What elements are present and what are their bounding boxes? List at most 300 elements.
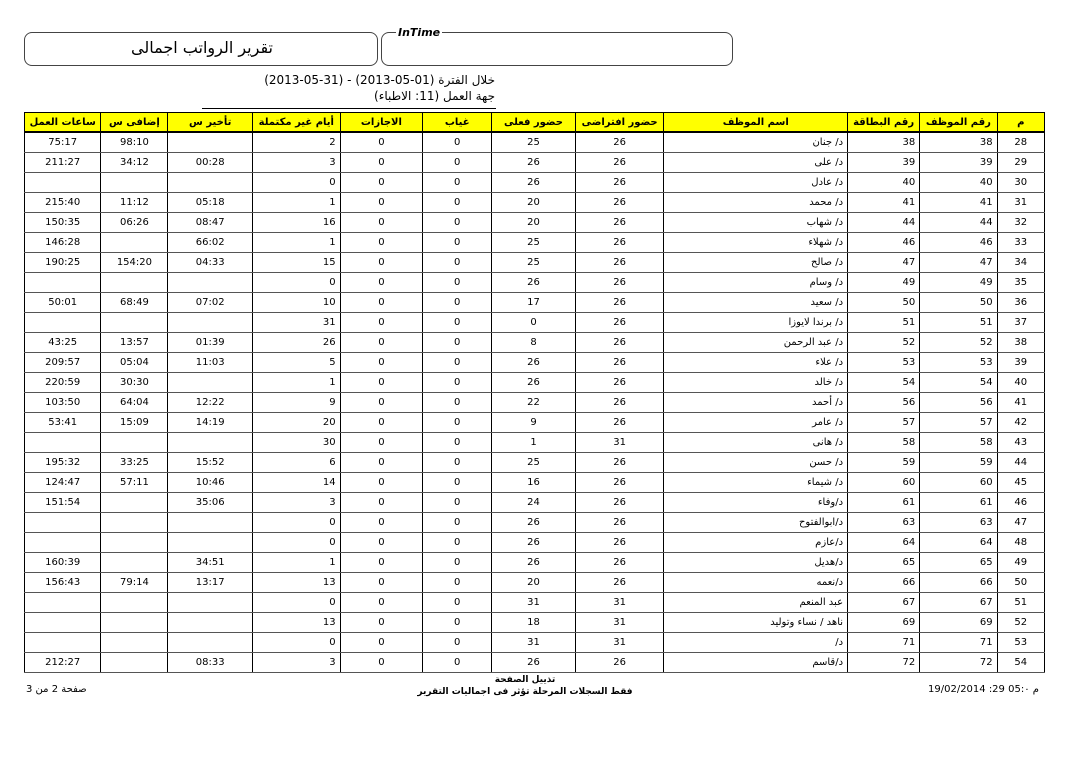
cell-employee-name: د/ وسام — [664, 273, 848, 293]
table-row — [25, 153, 1045, 173]
cell-vacations: 0 — [340, 653, 423, 673]
cell-card-no: 63 — [848, 513, 920, 533]
cell-card-no: 51 — [848, 313, 920, 333]
cell-overtime-hours — [101, 613, 168, 633]
cell-index: 42 — [997, 413, 1044, 433]
cell-employee-name: د/عازم — [664, 533, 848, 553]
cell-actual-attendance: 25 — [492, 233, 576, 253]
cell-employee-name: د/ خالد — [664, 373, 848, 393]
cell-absence: 0 — [423, 453, 492, 473]
cell-default-attendance: 26 — [575, 253, 664, 273]
cell-absence: 0 — [423, 132, 492, 153]
cell-actual-attendance: 16 — [492, 473, 576, 493]
col-header-default-attendance: حضور افتراضى — [575, 113, 664, 133]
cell-index: 44 — [997, 453, 1044, 473]
cell-employee-no: 72 — [920, 653, 997, 673]
cell-late-hours — [168, 373, 253, 393]
cell-overtime-hours — [101, 633, 168, 653]
cell-overtime-hours: 57:11 — [101, 473, 168, 493]
footer-datetime: 19/02/2014 :29 م 05:٠ — [928, 684, 1039, 695]
footer-disclaimer: فقط السجلات المرحلة تؤثر فى اجماليات التقرير — [417, 687, 633, 697]
cell-incomplete-days: 3 — [252, 153, 340, 173]
cell-vacations: 0 — [340, 373, 423, 393]
cell-card-no: 53 — [848, 353, 920, 373]
col-header-card-no: رقم البطاقة — [848, 113, 920, 133]
cell-employee-no: 65 — [920, 553, 997, 573]
cell-vacations: 0 — [340, 213, 423, 233]
cell-absence: 0 — [423, 393, 492, 413]
cell-actual-attendance: 1 — [492, 433, 576, 453]
cell-card-no: 44 — [848, 213, 920, 233]
cell-actual-attendance: 26 — [492, 653, 576, 673]
cell-incomplete-days: 15 — [252, 253, 340, 273]
cell-card-no: 69 — [848, 613, 920, 633]
cell-vacations: 0 — [340, 553, 423, 573]
table-row — [25, 513, 1045, 533]
cell-actual-attendance: 31 — [492, 633, 576, 653]
cell-default-attendance: 26 — [575, 173, 664, 193]
cell-employee-name: ناهد / نساء وتوليد — [664, 613, 848, 633]
cell-default-attendance: 26 — [575, 393, 664, 413]
cell-absence: 0 — [423, 213, 492, 233]
cell-employee-no: 50 — [920, 293, 997, 313]
cell-index: 45 — [997, 473, 1044, 493]
cell-incomplete-days: 20 — [252, 413, 340, 433]
cell-actual-attendance: 0 — [492, 313, 576, 333]
cell-late-hours: 11:03 — [168, 353, 253, 373]
cell-vacations: 0 — [340, 353, 423, 373]
cell-work-hours: 43:25 — [25, 333, 101, 353]
cell-vacations: 0 — [340, 613, 423, 633]
cell-index: 53 — [997, 633, 1044, 653]
cell-index: 38 — [997, 333, 1044, 353]
cell-employee-no: 44 — [920, 213, 997, 233]
cell-employee-name: د/ شهاب — [664, 213, 848, 233]
cell-employee-no: 64 — [920, 533, 997, 553]
cell-default-attendance: 26 — [575, 233, 664, 253]
table-row — [25, 493, 1045, 513]
col-header-work-hours: ساعات العمل — [25, 113, 101, 133]
cell-employee-name: د/هديل — [664, 553, 848, 573]
cell-work-hours — [25, 173, 101, 193]
cell-card-no: 72 — [848, 653, 920, 673]
cell-late-hours — [168, 273, 253, 293]
cell-work-hours: 195:32 — [25, 453, 101, 473]
cell-work-hours: 190:25 — [25, 253, 101, 273]
table-row — [25, 313, 1045, 333]
cell-default-attendance: 26 — [575, 653, 664, 673]
cell-work-hours — [25, 313, 101, 333]
cell-index: 43 — [997, 433, 1044, 453]
table-row — [25, 453, 1045, 473]
col-header-employee-name: اسم الموظف — [664, 113, 848, 133]
cell-employee-no: 63 — [920, 513, 997, 533]
cell-overtime-hours — [101, 653, 168, 673]
cell-vacations: 0 — [340, 433, 423, 453]
col-header-late-hours: تأخير س — [168, 113, 253, 133]
cell-work-hours: 150:35 — [25, 213, 101, 233]
cell-incomplete-days: 3 — [252, 493, 340, 513]
cell-overtime-hours: 05:04 — [101, 353, 168, 373]
cell-default-attendance: 26 — [575, 493, 664, 513]
cell-actual-attendance: 25 — [492, 132, 576, 153]
cell-work-hours: 53:41 — [25, 413, 101, 433]
cell-employee-no: 49 — [920, 273, 997, 293]
cell-index: 28 — [997, 132, 1044, 153]
cell-default-attendance: 26 — [575, 373, 664, 393]
cell-card-no: 54 — [848, 373, 920, 393]
table-row — [25, 573, 1045, 593]
cell-overtime-hours — [101, 173, 168, 193]
cell-vacations: 0 — [340, 413, 423, 433]
cell-vacations: 0 — [340, 233, 423, 253]
cell-employee-name: د/ علاء — [664, 353, 848, 373]
table-row — [25, 293, 1045, 313]
table-row — [25, 433, 1045, 453]
cell-vacations: 0 — [340, 253, 423, 273]
col-header-absence: غياب — [423, 113, 492, 133]
cell-default-attendance: 26 — [575, 153, 664, 173]
cell-overtime-hours: 68:49 — [101, 293, 168, 313]
cell-employee-name: د/ هانى — [664, 433, 848, 453]
cell-late-hours — [168, 313, 253, 333]
cell-index: 52 — [997, 613, 1044, 633]
cell-default-attendance: 26 — [575, 353, 664, 373]
cell-vacations: 0 — [340, 593, 423, 613]
table-row — [25, 393, 1045, 413]
cell-employee-name: د/ سعيد — [664, 293, 848, 313]
cell-index: 48 — [997, 533, 1044, 553]
cell-overtime-hours — [101, 513, 168, 533]
cell-employee-name: د/قاسم — [664, 653, 848, 673]
cell-employee-name: د/ حسن — [664, 453, 848, 473]
cell-default-attendance: 31 — [575, 613, 664, 633]
cell-absence: 0 — [423, 513, 492, 533]
cell-employee-name: عبد المنعم — [664, 593, 848, 613]
cell-incomplete-days: 0 — [252, 593, 340, 613]
cell-incomplete-days: 16 — [252, 213, 340, 233]
cell-absence: 0 — [423, 613, 492, 633]
intime-label: InTime — [398, 26, 441, 39]
cell-overtime-hours — [101, 313, 168, 333]
cell-late-hours: 35:06 — [168, 493, 253, 513]
cell-index: 31 — [997, 193, 1044, 213]
cell-card-no: 39 — [848, 153, 920, 173]
cell-employee-name: د/ شهلاء — [664, 233, 848, 253]
cell-card-no: 64 — [848, 533, 920, 553]
cell-employee-name: د/ عامر — [664, 413, 848, 433]
cell-work-hours — [25, 273, 101, 293]
cell-overtime-hours: 34:12 — [101, 153, 168, 173]
cell-actual-attendance: 31 — [492, 593, 576, 613]
cell-default-attendance: 26 — [575, 293, 664, 313]
cell-absence: 0 — [423, 313, 492, 333]
col-header-overtime-hours: إضافى س — [101, 113, 168, 133]
cell-employee-name: د/ على — [664, 153, 848, 173]
report-title: تقرير الرواتب اجمالى — [131, 38, 273, 57]
cell-actual-attendance: 26 — [492, 553, 576, 573]
cell-vacations: 0 — [340, 313, 423, 333]
cell-incomplete-days: 26 — [252, 333, 340, 353]
cell-vacations: 0 — [340, 473, 423, 493]
cell-vacations: 0 — [340, 633, 423, 653]
cell-actual-attendance: 20 — [492, 193, 576, 213]
cell-incomplete-days: 0 — [252, 173, 340, 193]
table-row — [25, 132, 1045, 153]
cell-vacations: 0 — [340, 573, 423, 593]
cell-late-hours — [168, 433, 253, 453]
cell-actual-attendance: 26 — [492, 153, 576, 173]
cell-late-hours — [168, 513, 253, 533]
cell-card-no: 66 — [848, 573, 920, 593]
cell-late-hours: 14:19 — [168, 413, 253, 433]
cell-employee-no: 66 — [920, 573, 997, 593]
cell-actual-attendance: 22 — [492, 393, 576, 413]
cell-incomplete-days: 31 — [252, 313, 340, 333]
cell-incomplete-days: 1 — [252, 373, 340, 393]
table-row — [25, 253, 1045, 273]
cell-late-hours: 07:02 — [168, 293, 253, 313]
cell-index: 47 — [997, 513, 1044, 533]
cell-absence: 0 — [423, 533, 492, 553]
cell-absence: 0 — [423, 333, 492, 353]
cell-absence: 0 — [423, 253, 492, 273]
cell-late-hours — [168, 633, 253, 653]
cell-employee-name: د/ أحمد — [664, 393, 848, 413]
cell-work-hours — [25, 633, 101, 653]
cell-work-hours: 146:28 — [25, 233, 101, 253]
cell-default-attendance: 26 — [575, 193, 664, 213]
cell-default-attendance: 26 — [575, 533, 664, 553]
cell-default-attendance: 26 — [575, 313, 664, 333]
cell-default-attendance: 26 — [575, 132, 664, 153]
cell-actual-attendance: 26 — [492, 373, 576, 393]
cell-vacations: 0 — [340, 132, 423, 153]
cell-overtime-hours — [101, 553, 168, 573]
cell-employee-no: 58 — [920, 433, 997, 453]
cell-default-attendance: 26 — [575, 333, 664, 353]
cell-vacations: 0 — [340, 153, 423, 173]
cell-incomplete-days: 9 — [252, 393, 340, 413]
cell-work-hours — [25, 533, 101, 553]
cell-card-no: 58 — [848, 433, 920, 453]
cell-work-hours: 156:43 — [25, 573, 101, 593]
cell-absence: 0 — [423, 433, 492, 453]
cell-absence: 0 — [423, 273, 492, 293]
table-row — [25, 193, 1045, 213]
cell-absence: 0 — [423, 573, 492, 593]
footer-page-number: صفحة 2 من 3 — [26, 684, 87, 695]
table-row — [25, 473, 1045, 493]
cell-late-hours — [168, 173, 253, 193]
cell-overtime-hours: 79:14 — [101, 573, 168, 593]
cell-work-hours: 220:59 — [25, 373, 101, 393]
cell-overtime-hours: 30:30 — [101, 373, 168, 393]
cell-employee-no: 56 — [920, 393, 997, 413]
cell-actual-attendance: 18 — [492, 613, 576, 633]
cell-absence: 0 — [423, 553, 492, 573]
cell-card-no: 57 — [848, 413, 920, 433]
cell-index: 32 — [997, 213, 1044, 233]
cell-employee-no: 46 — [920, 233, 997, 253]
cell-actual-attendance: 8 — [492, 333, 576, 353]
cell-employee-no: 47 — [920, 253, 997, 273]
cell-late-hours: 66:02 — [168, 233, 253, 253]
cell-vacations: 0 — [340, 453, 423, 473]
cell-work-hours — [25, 433, 101, 453]
cell-default-attendance: 26 — [575, 453, 664, 473]
table-row — [25, 273, 1045, 293]
cell-incomplete-days: 14 — [252, 473, 340, 493]
cell-work-hours: 211:27 — [25, 153, 101, 173]
cell-card-no: 52 — [848, 333, 920, 353]
cell-overtime-hours — [101, 593, 168, 613]
cell-vacations: 0 — [340, 333, 423, 353]
cell-incomplete-days: 3 — [252, 653, 340, 673]
cell-index: 46 — [997, 493, 1044, 513]
cell-vacations: 0 — [340, 193, 423, 213]
cell-employee-name: د/ عبد الرحمن — [664, 333, 848, 353]
cell-actual-attendance: 20 — [492, 213, 576, 233]
cell-employee-no: 52 — [920, 333, 997, 353]
cell-card-no: 41 — [848, 193, 920, 213]
cell-card-no: 38 — [848, 132, 920, 153]
cell-absence: 0 — [423, 633, 492, 653]
cell-overtime-hours — [101, 433, 168, 453]
cell-actual-attendance: 25 — [492, 253, 576, 273]
cell-overtime-hours: 64:04 — [101, 393, 168, 413]
cell-employee-no: 59 — [920, 453, 997, 473]
cell-employee-no: 41 — [920, 193, 997, 213]
cell-absence: 0 — [423, 233, 492, 253]
cell-default-attendance: 26 — [575, 553, 664, 573]
col-header-employee-no: رقم الموظف — [920, 113, 997, 133]
cell-work-hours — [25, 513, 101, 533]
cell-default-attendance: 26 — [575, 213, 664, 233]
cell-index: 54 — [997, 653, 1044, 673]
col-header-incomplete-days: أيام غير مكتملة — [252, 113, 340, 133]
cell-employee-no: 67 — [920, 593, 997, 613]
cell-absence: 0 — [423, 653, 492, 673]
cell-employee-no: 40 — [920, 173, 997, 193]
cell-actual-attendance: 26 — [492, 273, 576, 293]
cell-work-hours: 160:39 — [25, 553, 101, 573]
cell-index: 37 — [997, 313, 1044, 333]
cell-card-no: 61 — [848, 493, 920, 513]
cell-overtime-hours — [101, 493, 168, 513]
cell-work-hours — [25, 613, 101, 633]
table-row — [25, 373, 1045, 393]
cell-late-hours: 15:52 — [168, 453, 253, 473]
cell-work-hours: 215:40 — [25, 193, 101, 213]
cell-default-attendance: 31 — [575, 633, 664, 653]
cell-work-hours: 212:27 — [25, 653, 101, 673]
cell-late-hours: 04:33 — [168, 253, 253, 273]
cell-index: 30 — [997, 173, 1044, 193]
cell-card-no: 60 — [848, 473, 920, 493]
cell-employee-no: 39 — [920, 153, 997, 173]
cell-absence: 0 — [423, 473, 492, 493]
cell-employee-name: د/ عادل — [664, 173, 848, 193]
report-title-box — [24, 32, 378, 66]
table-row — [25, 533, 1045, 553]
cell-index: 35 — [997, 273, 1044, 293]
cell-employee-no: 71 — [920, 633, 997, 653]
cell-actual-attendance: 20 — [492, 573, 576, 593]
cell-index: 34 — [997, 253, 1044, 273]
table-row — [25, 413, 1045, 433]
footer-note — [380, 675, 670, 697]
cell-incomplete-days: 13 — [252, 613, 340, 633]
cell-absence: 0 — [423, 493, 492, 513]
cell-vacations: 0 — [340, 393, 423, 413]
cell-incomplete-days: 1 — [252, 233, 340, 253]
cell-overtime-hours: 06:26 — [101, 213, 168, 233]
cell-card-no: 59 — [848, 453, 920, 473]
cell-index: 33 — [997, 233, 1044, 253]
cell-incomplete-days: 0 — [252, 533, 340, 553]
cell-absence: 0 — [423, 353, 492, 373]
cell-actual-attendance: 26 — [492, 173, 576, 193]
cell-employee-name: د/ شيماء — [664, 473, 848, 493]
cell-employee-name: د/ محمد — [664, 193, 848, 213]
report-period: خلال الفترة (01-05-2013) - (31-05-2013) — [264, 73, 495, 87]
cell-late-hours: 08:33 — [168, 653, 253, 673]
cell-vacations: 0 — [340, 533, 423, 553]
cell-overtime-hours — [101, 533, 168, 553]
cell-card-no: 46 — [848, 233, 920, 253]
cell-overtime-hours — [101, 233, 168, 253]
cell-absence: 0 — [423, 293, 492, 313]
cell-incomplete-days: 1 — [252, 553, 340, 573]
cell-employee-name: د/نعمه — [664, 573, 848, 593]
cell-employee-no: 60 — [920, 473, 997, 493]
cell-default-attendance: 31 — [575, 593, 664, 613]
cell-default-attendance: 31 — [575, 433, 664, 453]
cell-late-hours — [168, 593, 253, 613]
cell-late-hours — [168, 533, 253, 553]
cell-index: 36 — [997, 293, 1044, 313]
cell-absence: 0 — [423, 373, 492, 393]
table-header-row — [25, 113, 1045, 133]
cell-index: 41 — [997, 393, 1044, 413]
cell-vacations: 0 — [340, 273, 423, 293]
cell-work-hours — [25, 593, 101, 613]
cell-index: 50 — [997, 573, 1044, 593]
cell-employee-name: د/ جنان — [664, 132, 848, 153]
cell-late-hours: 12:22 — [168, 393, 253, 413]
cell-default-attendance: 26 — [575, 573, 664, 593]
table-row — [25, 213, 1045, 233]
cell-actual-attendance: 24 — [492, 493, 576, 513]
cell-incomplete-days: 1 — [252, 193, 340, 213]
table-row — [25, 593, 1045, 613]
cell-late-hours: 10:46 — [168, 473, 253, 493]
cell-vacations: 0 — [340, 173, 423, 193]
cell-index: 29 — [997, 153, 1044, 173]
footer-title: تذييل الصفحة — [494, 675, 556, 685]
cell-incomplete-days: 0 — [252, 633, 340, 653]
cell-card-no: 47 — [848, 253, 920, 273]
cell-overtime-hours: 98:10 — [101, 132, 168, 153]
cell-default-attendance: 26 — [575, 413, 664, 433]
cell-employee-no: 38 — [920, 132, 997, 153]
cell-work-hours: 75:17 — [25, 132, 101, 153]
col-header-actual-attendance: حضور فعلى — [492, 113, 576, 133]
cell-work-hours: 151:54 — [25, 493, 101, 513]
cell-actual-attendance: 25 — [492, 453, 576, 473]
cell-overtime-hours — [101, 273, 168, 293]
